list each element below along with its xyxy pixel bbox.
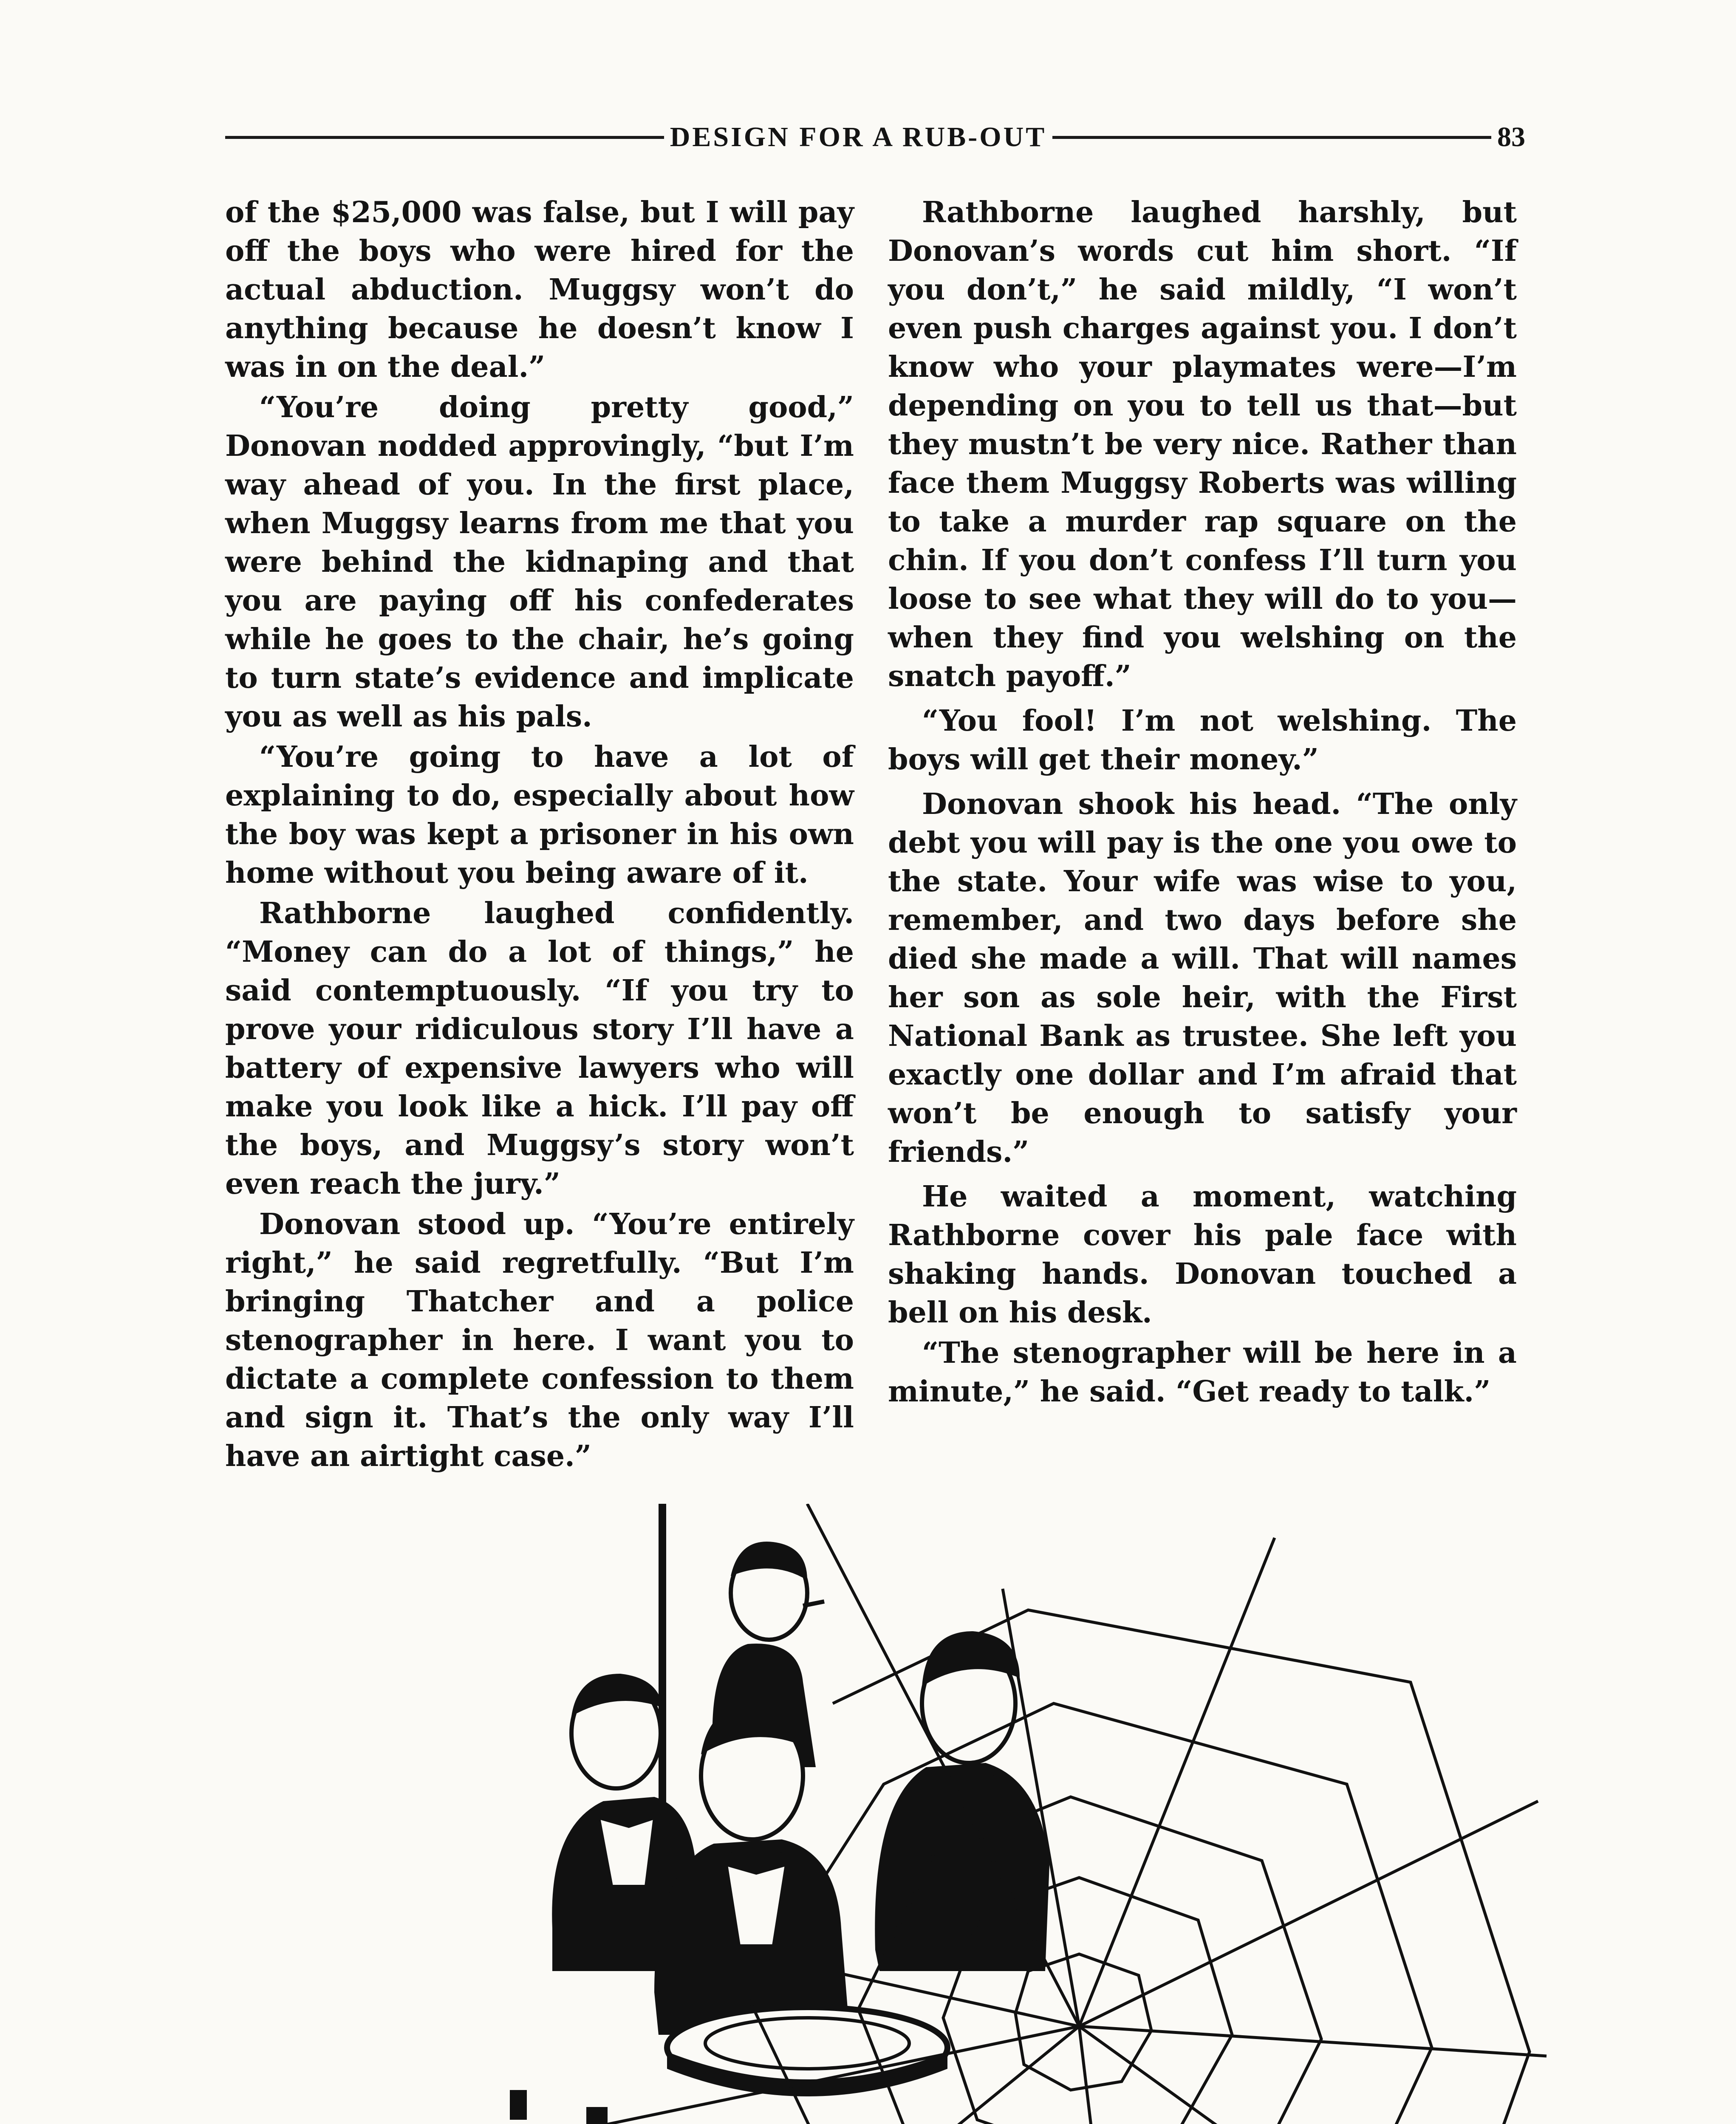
text-columns bbox=[225, 193, 1517, 1473]
left-paragraph-3: “You’re going to have a lot of explaining to do, especially about how the boy was kept a prisoner in his own home without you being aware of it. bbox=[225, 740, 854, 890]
running-header bbox=[225, 118, 1525, 156]
spiderweb-illustration bbox=[476, 1504, 1555, 2124]
right-paragraph-4: He waited a moment, watching Rathborne cover his pale face with shaking hands. Donovan touched a bell on his desk. bbox=[888, 1180, 1517, 1330]
left-column bbox=[225, 193, 854, 1473]
right-paragraph-1: Rathborne laughed harshly, but Donovan’s words cut him short. “If you don’t,” he said mildly, “I won’t even push charges against you. I don’t know who your playmates were—I’m depending on you to tell us that—but they mustn’t be very nice. Rather than face them Muggsy Roberts was willing to take a murder rap square on the chin. If you don’t confess I’ll turn you loose to see what they will do to you—when they find you welshing on the snatch payoff.” bbox=[888, 195, 1517, 693]
center-man-figure bbox=[654, 1703, 850, 2035]
header-rule-left bbox=[225, 136, 664, 139]
left-paragraph-5: Donovan stood up. “You’re entirely right,” he said regretfully. “But I’m bringing Thatcher and a police stenographer in here. I want you to dictate a complete confession to them and sign it. That’s the only way I’ll have an airtight case.” bbox=[225, 1207, 854, 1473]
right-paragraph-3: Donovan shook his head. “The only debt you will pay is the one you owe to the state. Your wife was wise to you, remember, and two days before she died she made a will. That will names her son as sole heir, with the First National Bank as trustee. She left you exactly one dollar and I’m afraid that won’t be enough to satisfy your friends.” bbox=[888, 787, 1517, 1169]
right-column bbox=[888, 193, 1517, 1468]
page-number: 83 bbox=[1497, 121, 1525, 153]
right-paragraph-2: “You fool! I’m not welshing. The boys will get their money.” bbox=[888, 704, 1517, 777]
header-rule-right bbox=[1052, 136, 1491, 139]
header-title: DESIGN FOR A RUB-OUT bbox=[670, 121, 1047, 153]
roulette-wheel bbox=[510, 2007, 947, 2124]
left-paragraph-4: Rathborne laughed confidently. “Money can do a lot of things,” he said contemptuously. “If you try to prove your ridiculous story I’ll have a battery of expensive lawyers who will make you look like a hick. I’ll pay off the boys, and Muggsy’s story won’t even reach the jury.” bbox=[225, 896, 854, 1201]
right-paragraph-5: “The stenographer will be here in a minute,” he said. “Get ready to talk.” bbox=[888, 1336, 1517, 1409]
left-paragraph-2: “You’re doing pretty good,” Donovan nodded approvingly, “but I’m way ahead of you. In the first place, when Muggsy learns from me that you were behind the kidnaping and that you are paying off his confederates while he goes to the chair, he’s going to turn state’s evidence and implicate you as well as his pals. bbox=[225, 390, 854, 734]
left-paragraph-1: of the $25,000 was false, but I will pay off the boys who were hired for the actual abduction. Muggsy won’t do anything because he doesn’t know I was in on the deal.” bbox=[225, 195, 854, 384]
